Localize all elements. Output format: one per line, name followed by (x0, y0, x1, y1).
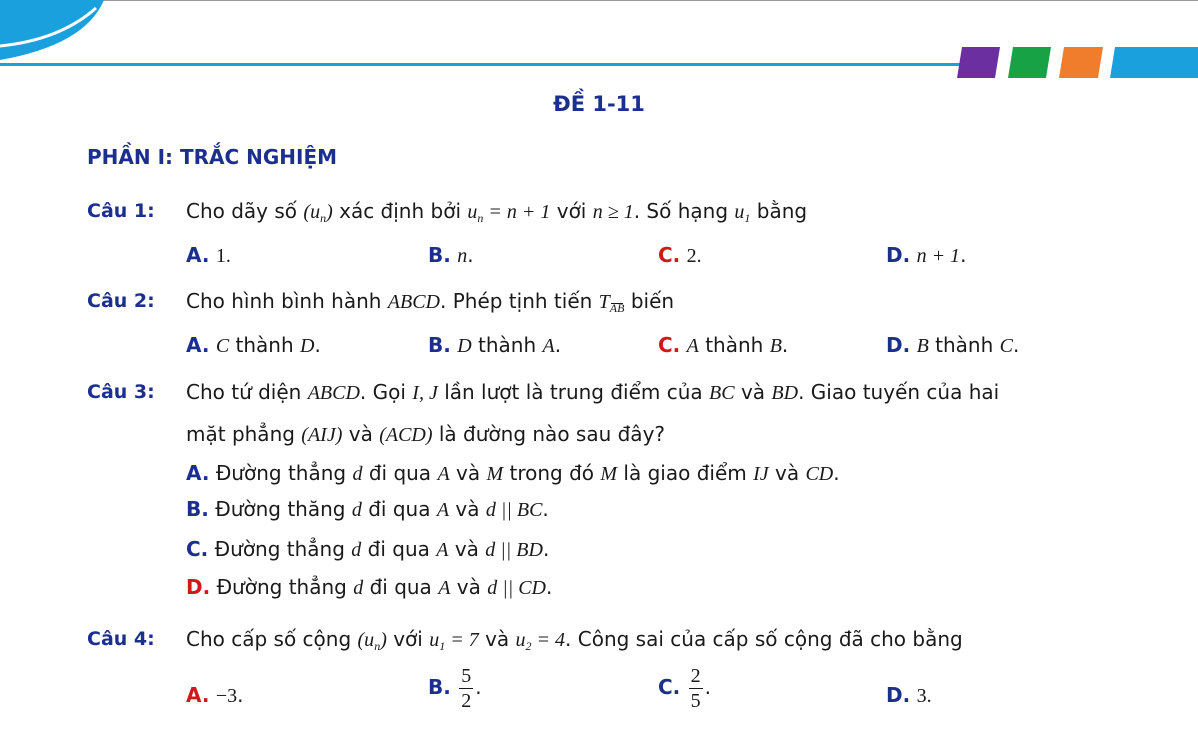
corner-swoosh (0, 0, 104, 60)
question-4-text: Cho cấp số cộng $(u_n)$ với $u_1 = 7$ và $u_2 = 4$. Công sai của cấp số cộng đã cho bằng (186, 627, 963, 653)
question-4-option-d[interactable]: D. 3. (886, 683, 932, 707)
question-1-text: Cho dãy số $(u_n)$ xác định bởi $u_n = n + 1$ với n ≥ 1. Số hạng $u_1$ bằng (186, 199, 808, 225)
question-1-option-a[interactable]: A. 1. (186, 243, 231, 267)
fraction-two-fifths: $\frac{2}{5}$ (690, 665, 701, 712)
question-4-option-b[interactable]: B. $\frac{5}{2}$ . (428, 665, 482, 712)
page-title: ĐỀ 1-11 (553, 92, 645, 116)
question-1-option-b[interactable]: B. n. (428, 243, 474, 267)
question-1-option-d[interactable]: D. n + 1. (886, 243, 967, 267)
question-2-label: Câu 2: (87, 290, 155, 312)
fraction-five-halves: $\frac{5}{2}$ (461, 665, 472, 712)
question-2-text: Cho hình bình hành ABCD. Phép tịnh tiến $T_{AB}$ biến (186, 289, 675, 315)
question-3-option-a[interactable]: A. Đường thẳng d đi qua A và M trong đó M là giao điểm IJ và CD. (186, 461, 840, 485)
question-2-option-b[interactable]: B. D thành A. (428, 333, 562, 357)
question-3-text-line-2: mặt phẳng (AIJ) và (ACD) là đường nào sau đây? (186, 422, 666, 446)
question-4-option-c[interactable]: C. $\frac{2}{5}$ . (658, 665, 711, 712)
question-3-label: Câu 3: (87, 381, 155, 403)
question-4-option-a[interactable]: A. −3. (186, 683, 244, 707)
block-blue (1110, 47, 1198, 78)
question-3-option-d[interactable]: D. Đường thẳng d đi qua A và d || CD. (186, 575, 553, 599)
question-3-option-b[interactable]: B. Đường thăng d đi qua A và d || BC. (186, 497, 549, 521)
block-purple (957, 47, 1000, 78)
section-heading: PHẦN I: TRẮC NGHIỆM (87, 145, 338, 169)
question-2-option-d[interactable]: D. B thành C. (886, 333, 1020, 357)
question-4-label: Câu 4: (87, 628, 155, 650)
question-1-option-c[interactable]: C. 2. (658, 243, 702, 267)
header-line (0, 63, 960, 66)
question-1-label: Câu 1: (87, 200, 155, 222)
question-2-option-c[interactable]: C. A thành B. (658, 333, 789, 357)
question-2-option-a[interactable]: A. C thành D. (186, 333, 321, 357)
block-orange (1059, 47, 1103, 78)
block-green (1008, 47, 1051, 78)
header-decoration (0, 0, 1198, 90)
question-3-text-line-1: Cho tứ diện ABCD. Gọi I, J lần lượt là trung điểm của BC và BD. Giao tuyến của hai (186, 380, 1000, 404)
question-3-option-c[interactable]: C. Đường thẳng d đi qua A và d || BD. (186, 537, 550, 561)
